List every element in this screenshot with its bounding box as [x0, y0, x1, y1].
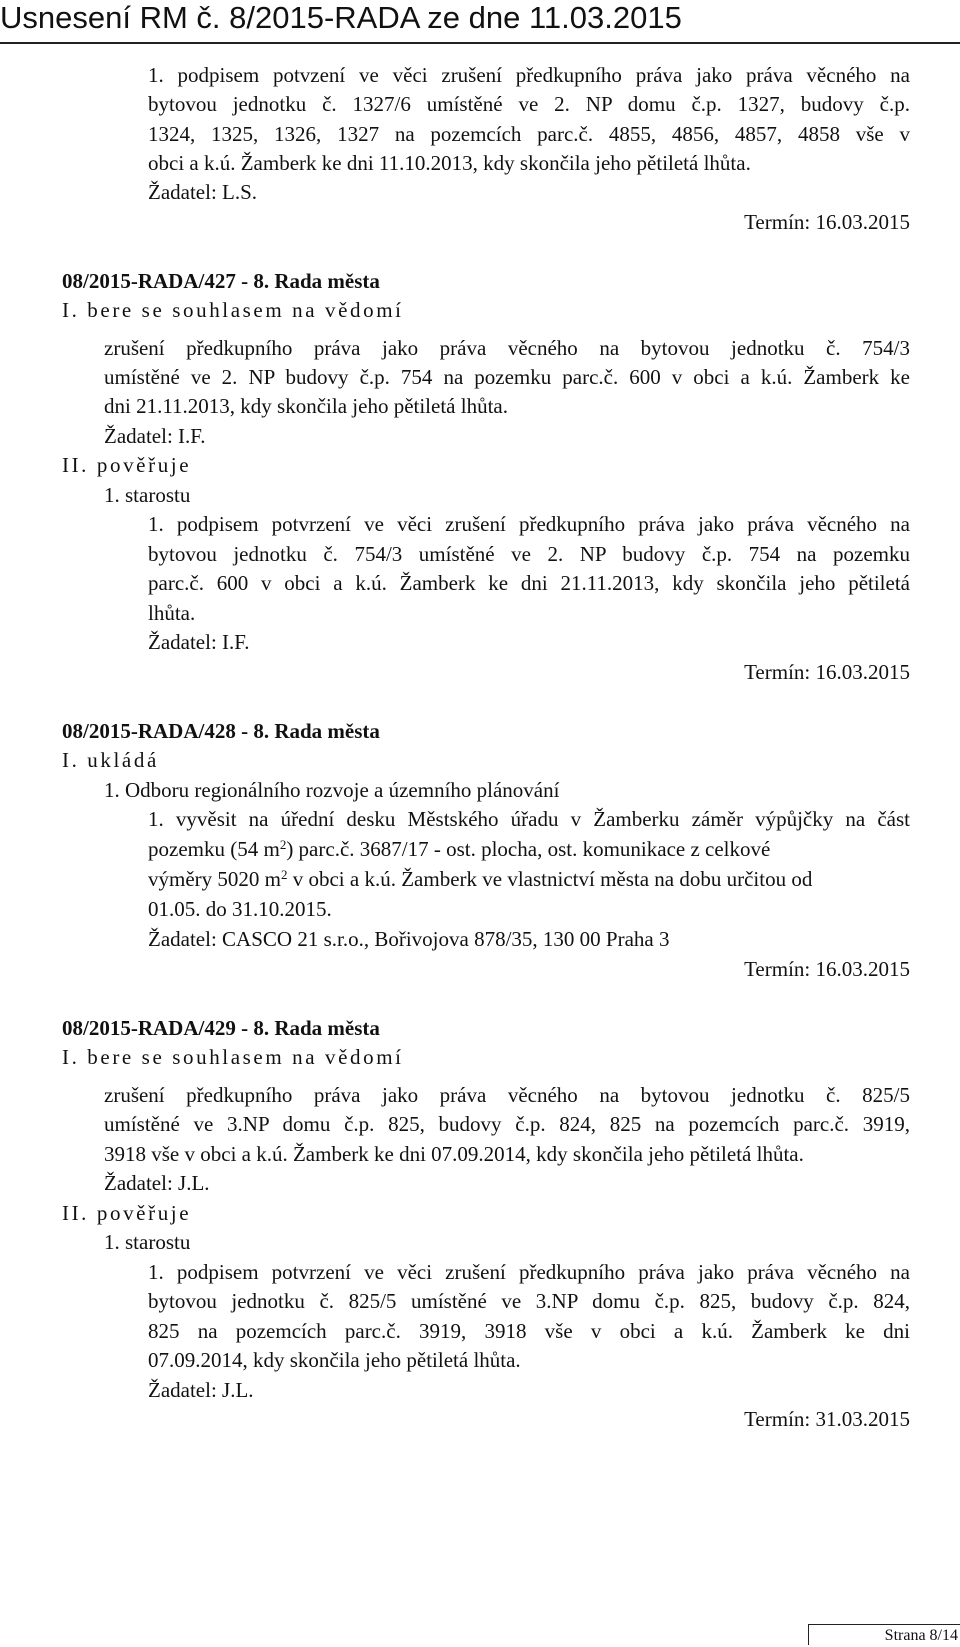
resolution-heading: 08/2015-RADA/429 - 8. Rada města — [62, 1016, 380, 1040]
applicant: Žadatel: I.F. — [148, 630, 250, 654]
text-line — [148, 866, 910, 892]
assignee: 1. starostu — [104, 1230, 191, 1254]
page-number: Strana 8/14 — [808, 1624, 960, 1645]
assignee: 1. starostu — [104, 483, 191, 507]
text-line: parc.č. 600 v obci a k.ú. Žamberk ke dni 21.11.2013, kdy skončila jeho pětiletá — [148, 571, 910, 595]
text-line: 1. podpisem potvrzení ve věci zrušení předkupního práva jako práva věcného na — [148, 512, 910, 536]
text-line: obci a k.ú. Žamberk ke dni 11.10.2013, kdy skončila jeho pětiletá lhůta. — [148, 151, 751, 175]
text-line: bytovou jednotku č. 754/3 umístěné ve 2. NP budovy č.p. 754 na pozemku — [148, 542, 910, 566]
decision-label: II. pověřuje — [62, 453, 192, 477]
text-line: lhůta. — [148, 601, 196, 625]
text-line: dni 21.11.2013, kdy skončila jeho pětiletá lhůta. — [104, 394, 508, 418]
decision-label: I. bere se souhlasem na vědomí — [62, 298, 404, 322]
applicant: Žadatel: J.L. — [104, 1171, 210, 1195]
text-line: umístěné ve 2. NP budovy č.p. 754 na pozemku parc.č. 600 v obci a k.ú. Žamberk ke — [104, 365, 910, 389]
header-divider — [0, 42, 960, 44]
text-fragment: v obci a k.ú. Žamberk ve vlastnictví města na dobu určitou od — [287, 867, 813, 891]
deadline: Termín: 31.03.2015 — [744, 1407, 910, 1431]
text-line: 07.09.2014, kdy skončila jeho pětiletá lhůta. — [148, 1348, 521, 1372]
resolution-heading: 08/2015-RADA/428 - 8. Rada města — [62, 719, 380, 743]
superscript: 2 — [280, 867, 288, 882]
text-line: bytovou jednotku č. 825/5 umístěné ve 3.NP domu č.p. 825, budovy č.p. 824, — [148, 1289, 910, 1313]
text-fragment: pozemku (54 m — [148, 837, 280, 861]
applicant: Žadatel: J.L. — [148, 1378, 254, 1402]
superscript: 2 — [279, 837, 287, 852]
text-line: 1. podpisem potvrzení ve věci zrušení předkupního práva jako práva věcného na — [148, 1260, 910, 1284]
text-line: 01.05. do 31.10.2015. — [148, 897, 332, 921]
applicant: Žadatel: I.F. — [104, 424, 206, 448]
text-line: 1324, 1325, 1326, 1327 na pozemcích parc.č. 4855, 4856, 4857, 4858 vše v — [148, 122, 910, 146]
deadline: Termín: 16.03.2015 — [744, 210, 910, 234]
assignee: 1. Odboru regionálního rozvoje a územního plánování — [104, 778, 560, 802]
text-line — [148, 836, 910, 862]
text-line: 1. vyvěsit na úřední desku Městského úřadu v Žamberku záměr výpůjčky na část — [148, 807, 910, 831]
text-fragment: ) parc.č. 3687/17 - ost. plocha, ost. komunikace z celkové — [286, 837, 771, 861]
decision-label: I. ukládá — [62, 748, 159, 772]
text-line: 3918 vše v obci a k.ú. Žamberk ke dni 07.09.2014, kdy skončila jeho pětiletá lhůta. — [104, 1142, 804, 1166]
text-line: 825 na pozemcích parc.č. 3919, 3918 vše v obci a k.ú. Žamberk ke dni — [148, 1319, 910, 1343]
deadline: Termín: 16.03.2015 — [744, 957, 910, 981]
applicant: Žadatel: L.S. — [148, 180, 258, 204]
text-line: bytovou jednotku č. 1327/6 umístěné ve 2. NP domu č.p. 1327, budovy č.p. — [148, 92, 910, 116]
deadline: Termín: 16.03.2015 — [744, 660, 910, 684]
text-fragment: výměry 5020 m — [148, 867, 281, 891]
text-line: zrušení předkupního práva jako práva věcného na bytovou jednotku č. 754/3 — [104, 336, 910, 360]
decision-label: II. pověřuje — [62, 1201, 192, 1225]
text-line: 1. podpisem potvzení ve věci zrušení předkupního práva jako práva věcného na — [148, 63, 910, 87]
document-header-title: Usnesení RM č. 8/2015-RADA ze dne 11.03.2015 — [0, 0, 682, 35]
text-line: umístěné ve 3.NP domu č.p. 825, budovy č.p. 824, 825 na pozemcích parc.č. 3919, — [104, 1112, 910, 1136]
text-line: zrušení předkupního práva jako práva věcného na bytovou jednotku č. 825/5 — [104, 1083, 910, 1107]
resolution-heading: 08/2015-RADA/427 - 8. Rada města — [62, 269, 380, 293]
decision-label: I. bere se souhlasem na vědomí — [62, 1045, 404, 1069]
applicant: Žadatel: CASCO 21 s.r.o., Bořivojova 878/35, 130 00 Praha 3 — [148, 927, 670, 951]
